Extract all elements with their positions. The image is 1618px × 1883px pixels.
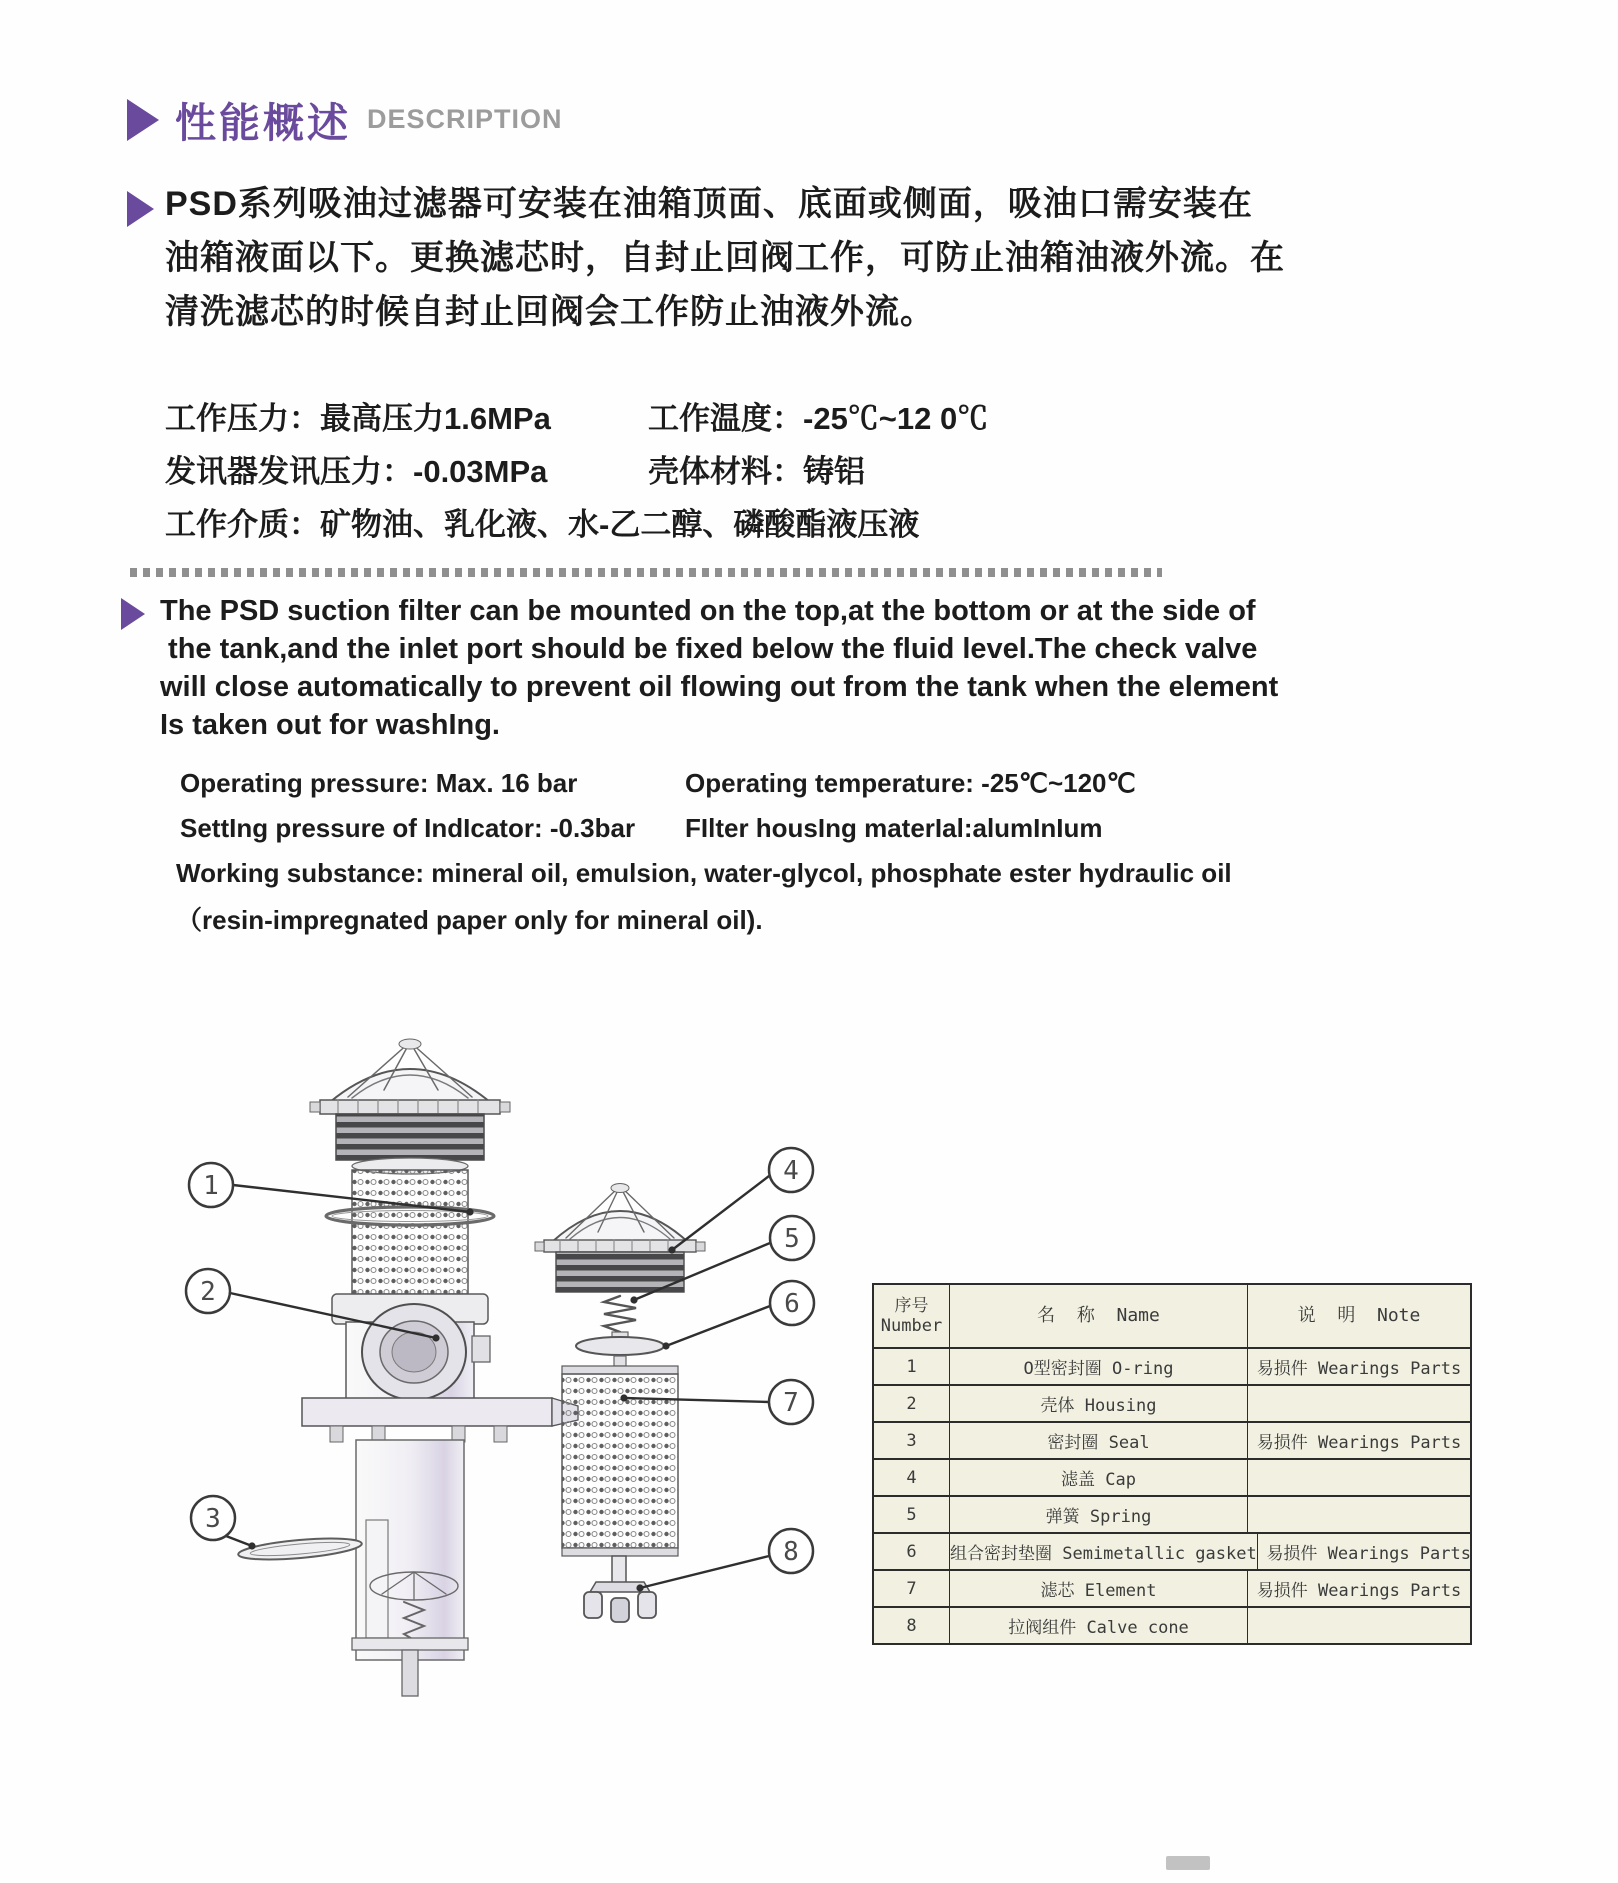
col-number-zh: 序号	[894, 1296, 929, 1316]
intro-en-line: will close automatically to prevent oil flowing out from the tank when the element	[160, 671, 1279, 703]
section-title-zh: 性能概述	[175, 100, 351, 146]
table-row: 4 滤盖 Cap	[874, 1458, 1470, 1495]
parts-table-header	[874, 1285, 1470, 1347]
spec-en-indicator: SettIng pressure of IndIcator: -0.3bar	[180, 813, 636, 843]
spec-en-substance-note: （resin-impregnated paper only for mineral oil).	[176, 905, 763, 935]
section-title-en: DESCRIPTION	[367, 104, 563, 134]
table-row: 3 密封圈 Seal 易损件 Wearings Parts	[874, 1421, 1470, 1458]
spec-en-material: FIlter housIng materIal:alumInIum	[685, 813, 1103, 843]
intro-en-line: Is taken out for washIng.	[160, 709, 500, 741]
svg-text:8: 8	[783, 1537, 799, 1567]
table-row: 1 O型密封圈 O-ring 易损件 Wearings Parts	[874, 1347, 1470, 1384]
valve-cone-part	[584, 1556, 656, 1622]
spec-en-temperature: Operating temperature: -25℃~120℃	[685, 768, 1136, 798]
spec-zh-pressure: 工作压力：最高压力1.6MPa	[165, 401, 551, 436]
intro-zh-line: 油箱液面以下。更换滤芯时，自封止回阀工作，可防止油箱油液外流。在	[165, 239, 1285, 277]
spec-zh-medium: 工作介质：矿物油、乳化液、水-乙二醇、磷酸酯液压液	[165, 507, 920, 542]
callout-3	[191, 1496, 235, 1540]
spec-zh-material: 壳体材料：铸铝	[648, 454, 865, 489]
spec-en-substance: Working substance: mineral oil, emulsion, water-glycol, phosphate ester hydraulic oil	[176, 858, 1232, 888]
table-row: 7 滤芯 Element 易损件 Wearings Parts	[874, 1569, 1470, 1606]
table-row: 5 弹簧 Spring	[874, 1495, 1470, 1532]
gasket-part	[576, 1337, 664, 1355]
seal-part	[237, 1535, 362, 1564]
table-row: 8 拉阀组件 Calve cone	[874, 1606, 1470, 1643]
col-name: 名 称 Name	[950, 1285, 1248, 1347]
intro-en-line: The PSD suction filter can be mounted on the top,at the bottom or at the side of	[160, 595, 1256, 627]
svg-text:4: 4	[783, 1156, 799, 1186]
svg-text:3: 3	[205, 1504, 221, 1534]
intro-zh-line: 清洗滤芯的时候自封止回阀会工作防止油液外流。	[165, 293, 935, 331]
filter-assembly-left	[237, 1039, 578, 1696]
table-row: 6 组合密封垫圈 Semimetallic gasket 易损件 Wearings Parts	[874, 1532, 1470, 1569]
callout-5	[770, 1216, 814, 1260]
table-row: 2 壳体 Housing	[874, 1384, 1470, 1421]
spec-zh-temperature: 工作温度：-25℃~12 0℃	[648, 401, 989, 436]
svg-text:2: 2	[200, 1277, 216, 1307]
callout-6	[770, 1281, 814, 1325]
intro-en-line: the tank,and the inlet port should be fixed below the fluid level.The check valve	[160, 633, 1258, 665]
intro-zh-line: PSD系列吸油过滤器可安装在油箱顶面、底面或侧面，吸油口需安装在	[165, 185, 1253, 223]
svg-text:7: 7	[783, 1388, 799, 1418]
callout-2	[186, 1269, 230, 1313]
page-edge-mark	[1166, 1856, 1210, 1870]
callout-4	[769, 1148, 813, 1192]
svg-text:1: 1	[203, 1171, 219, 1201]
svg-text:6: 6	[784, 1289, 800, 1319]
callout-8	[769, 1529, 813, 1573]
parts-table	[872, 1283, 1472, 1645]
callout-1	[189, 1163, 233, 1207]
col-note: 说 明 Note	[1297, 1305, 1421, 1326]
spec-en-pressure: Operating pressure: Max. 16 bar	[180, 768, 578, 798]
filter-element-left	[352, 1170, 468, 1294]
col-number-en: Number	[880, 1316, 943, 1336]
callout-leader-lines	[226, 1176, 770, 1592]
svg-text:5: 5	[784, 1224, 800, 1254]
callout-7	[769, 1380, 813, 1424]
spec-zh-indicator: 发讯器发讯压力：-0.03MPa	[165, 454, 548, 489]
